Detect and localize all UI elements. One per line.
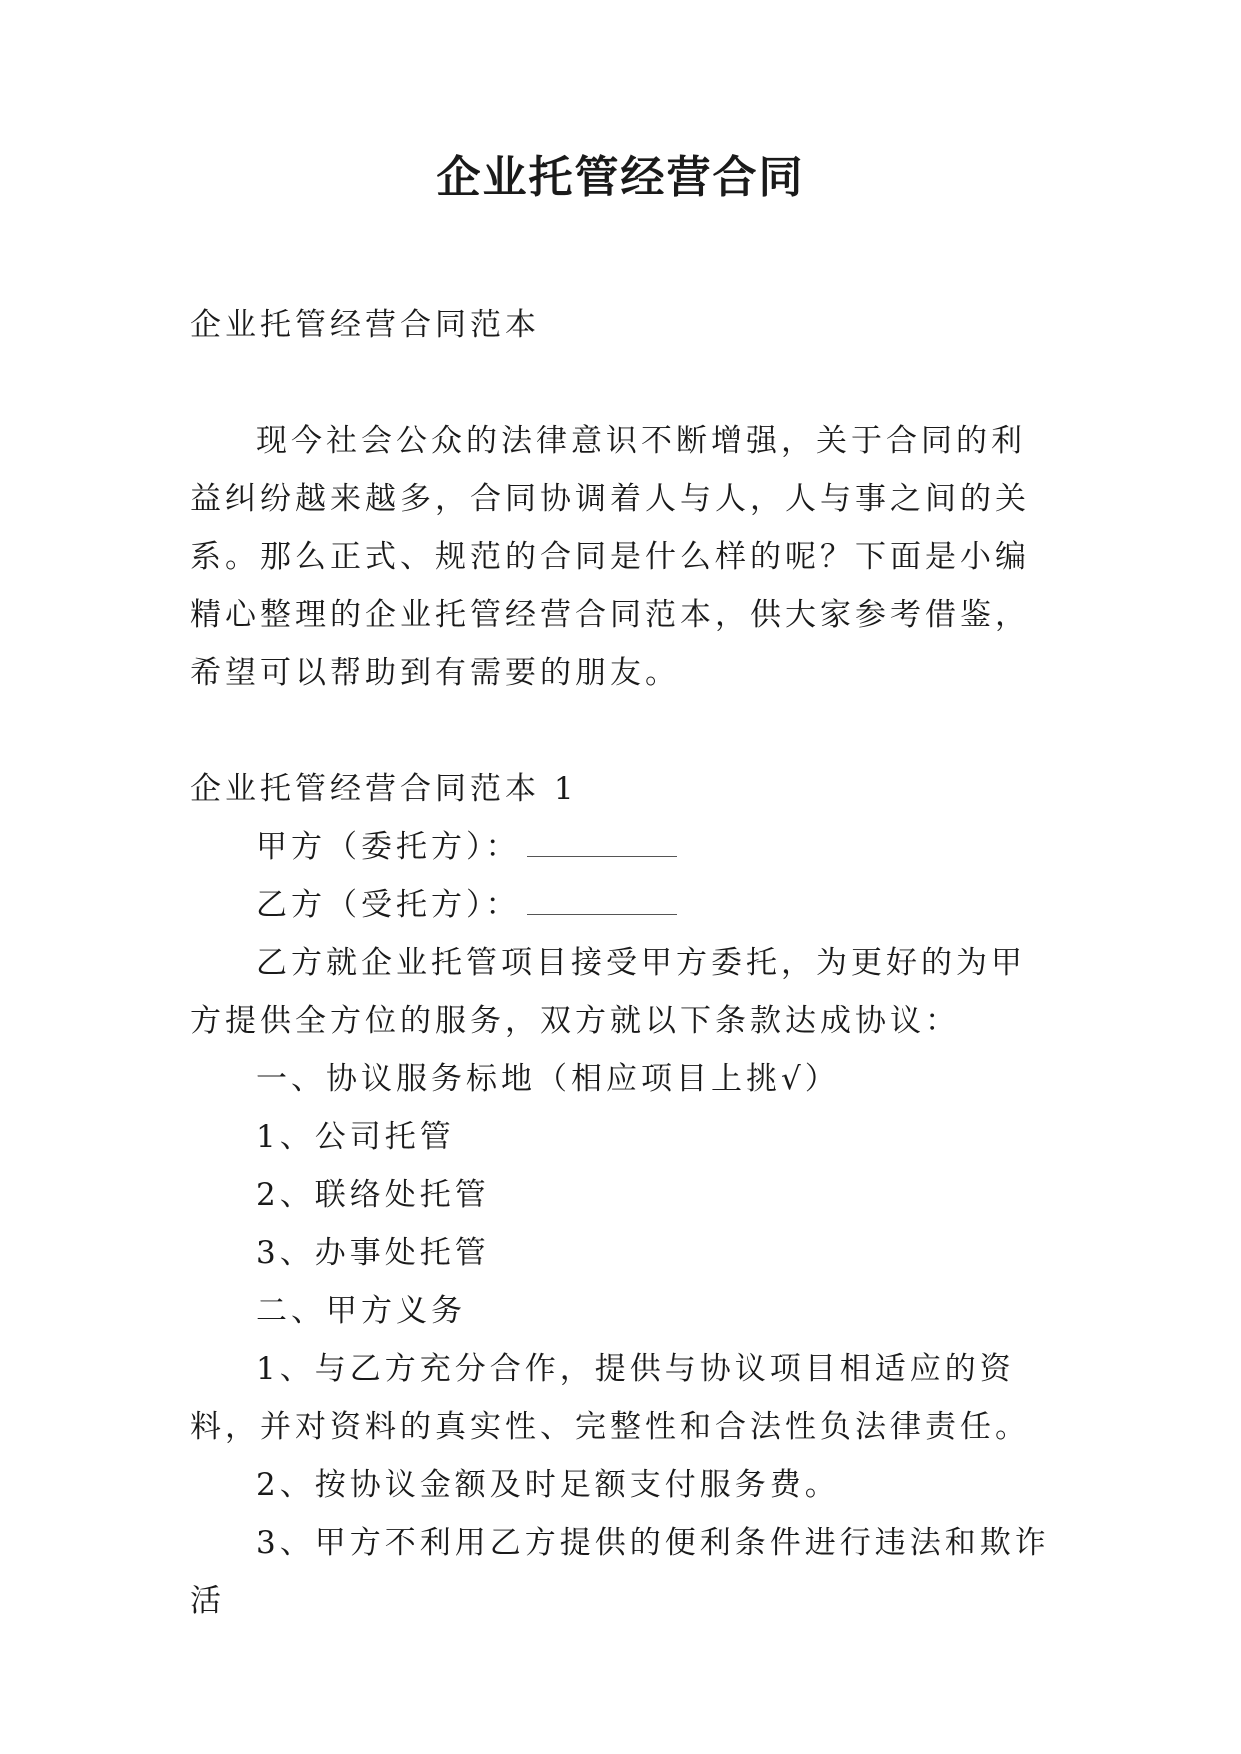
subtitle: 企业托管经营合同范本 — [190, 307, 540, 343]
party-a-label: 甲方（委托方）： — [256, 829, 521, 865]
document-title: 企业托管经营合同 — [436, 152, 805, 203]
clause2-heading: 二、甲方义务 — [256, 1293, 466, 1329]
clause1-item: 2、联络处托管 — [256, 1177, 490, 1213]
clause2-item: 3、甲方不利用乙方提供的便利条件进行违法和欺诈活 — [190, 1525, 1050, 1619]
party-a-line — [190, 818, 1056, 876]
party-b-line — [190, 876, 1056, 934]
party-a-blank — [527, 836, 677, 857]
clause1-item: 3、办事处托管 — [256, 1235, 490, 1271]
party-b-blank — [527, 894, 677, 915]
clause1-heading: 一、协议服务标地（相应项目上挑√） — [256, 1061, 840, 1097]
intro-paragraph: 现今社会公众的法律意识不断增强，关于合同的利益纠纷越来越多，合同协调着人与人，人与事之间的关系。那么正式、规范的合同是什么样的呢？下面是小编精心整理的企业托管经营合同范本，供大家参考借鉴，希望可以帮助到有需要的朋友。 — [190, 423, 1030, 691]
preamble-paragraph: 乙方就企业托管项目接受甲方委托，为更好的为甲方提供全方位的服务，双方就以下条款达成协议： — [190, 945, 1026, 1039]
clause2-item: 2、按协议金额及时足额支付服务费。 — [256, 1467, 840, 1503]
party-b-label: 乙方（受托方）： — [256, 887, 521, 923]
document-body — [190, 296, 1056, 1630]
clause1-item: 1、公司托管 — [256, 1119, 455, 1155]
clause2-item: 1、与乙方充分合作，提供与协议项目相适应的资料，并对资料的真实性、完整性和合法性负法律责任。 — [190, 1351, 1030, 1445]
section-title: 企业托管经营合同范本 1 — [190, 771, 578, 807]
